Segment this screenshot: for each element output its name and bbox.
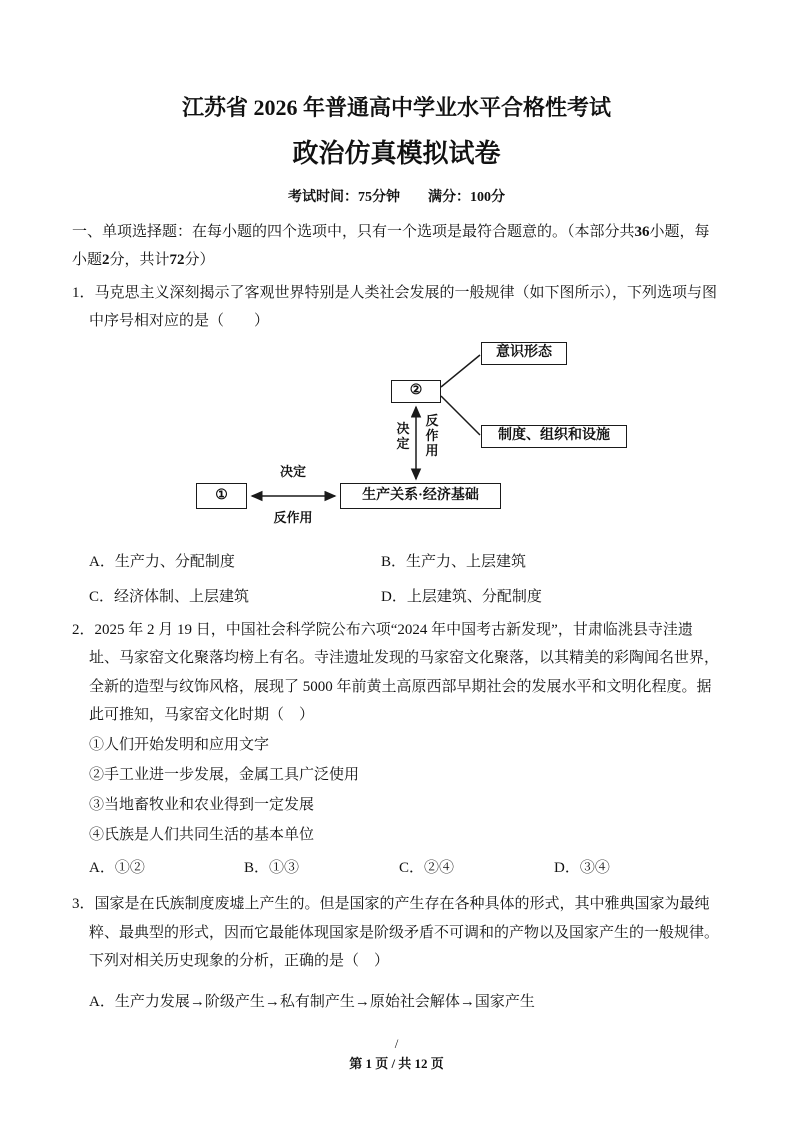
page-footer — [0, 1034, 793, 1074]
q3-option-a: A．生产力发展→阶级产生→私有制产生→原始社会解体→国家产生 — [89, 993, 535, 1010]
question-2-options — [72, 854, 721, 883]
q2-option-a: A．①② — [89, 859, 145, 876]
label-determine-vertical: 决定 — [396, 420, 410, 451]
question-1-stem: 1．马克思主义深刻揭示了客观世界特别是人类社会发展的一般规律（如下图所示），下列选项与图中序号相对应的是（ ） — [72, 284, 718, 330]
footer-slash: / — [394, 1036, 399, 1051]
q1-option-d: D．上层建筑、分配制度 — [381, 588, 542, 605]
q2-item-3: ③当地畜牧业和农业得到一定发展 — [89, 796, 315, 813]
box-circle-2: ② — [391, 380, 441, 403]
question-3-stem: 3．国家是在氏族制度废墟上产生的。但是国家的产生存在各种具体的形式，其中雅典国家为最纯粹、最典型的形式，因而它最能体现国家是阶级矛盾不可调和的产物以及国家产生的一般规律。下列对相关历史现象的分析，正确的是（ ） — [72, 896, 720, 970]
q2-item-4: ④氏族是人们共同生活的基本单位 — [89, 826, 315, 843]
q1-option-a: A．生产力、分配制度 — [89, 553, 235, 570]
q2-item-2: ②手工业进一步发展，金属工具广泛使用 — [89, 766, 360, 783]
q2-option-c: C．②④ — [399, 859, 455, 876]
paper-subtitle: 政治仿真模拟试卷 — [292, 138, 501, 168]
box-circle-1: ① — [196, 483, 247, 509]
question-count: 36 — [634, 223, 650, 240]
section-one-heading — [72, 218, 721, 275]
box-institutions: 制度、组织和设施 — [481, 425, 627, 448]
exam-info-line: 考试时间：75分钟 满分：100分 — [288, 190, 505, 206]
footer-page-number: 第 1 页 / 共 12 页 — [349, 1056, 444, 1071]
question-2-stem: 2．2025 年 2 月 19 日，中国社会科学院公布六项“2024 年中国考古新发现”，甘肃临洮县寺洼遗址、马家窑文化聚落均榜上有名。寺洼遗址发现的马家窑文化聚落，以其精美的彩陶闻名世界，全新的造型与纹饰风格，展现了 5000 年前黄土高原西部早期社会的发展水平和文明化程度。据此可推知，马家窑文化时期（ ） — [72, 621, 720, 724]
label-determine-horizontal: 决定 — [279, 463, 306, 479]
section-intro-text: 一、单项选择题：在每小题的四个选项中，只有一个选项是最符合题意的。（本部分共 — [72, 223, 635, 240]
total-points: 72 — [169, 252, 185, 269]
exam-title: 江苏省 2026 年普通高中学业水平合格性考试 — [181, 95, 611, 120]
section-intro-text: 分，共计 — [109, 252, 170, 269]
q1-option-c: C．经济体制、上层建筑 — [89, 588, 250, 605]
box-economic-base: 生产关系·经济基础 — [340, 483, 501, 509]
question-1-options — [72, 550, 721, 606]
q2-option-b: B．①③ — [244, 859, 300, 876]
q2-item-1: ①人们开始发明和应用文字 — [89, 736, 270, 753]
q1-option-b: B．生产力、上层建筑 — [381, 553, 527, 570]
section-intro-text: 分） — [184, 252, 215, 269]
connector-to-ideology — [441, 355, 480, 387]
section-intro-text: 小题，每小题 — [72, 223, 710, 269]
label-counteract-horizontal: 反作用 — [273, 509, 313, 525]
connector-to-institutions — [441, 396, 480, 435]
points-per-question: 2 — [102, 252, 110, 269]
q1-diagram — [72, 338, 721, 528]
question-2-items — [72, 730, 721, 850]
box-ideology: 意识形态 — [481, 342, 567, 365]
label-counteract-vertical: 反作用 — [425, 412, 439, 458]
q2-option-d: D．③④ — [554, 859, 610, 876]
